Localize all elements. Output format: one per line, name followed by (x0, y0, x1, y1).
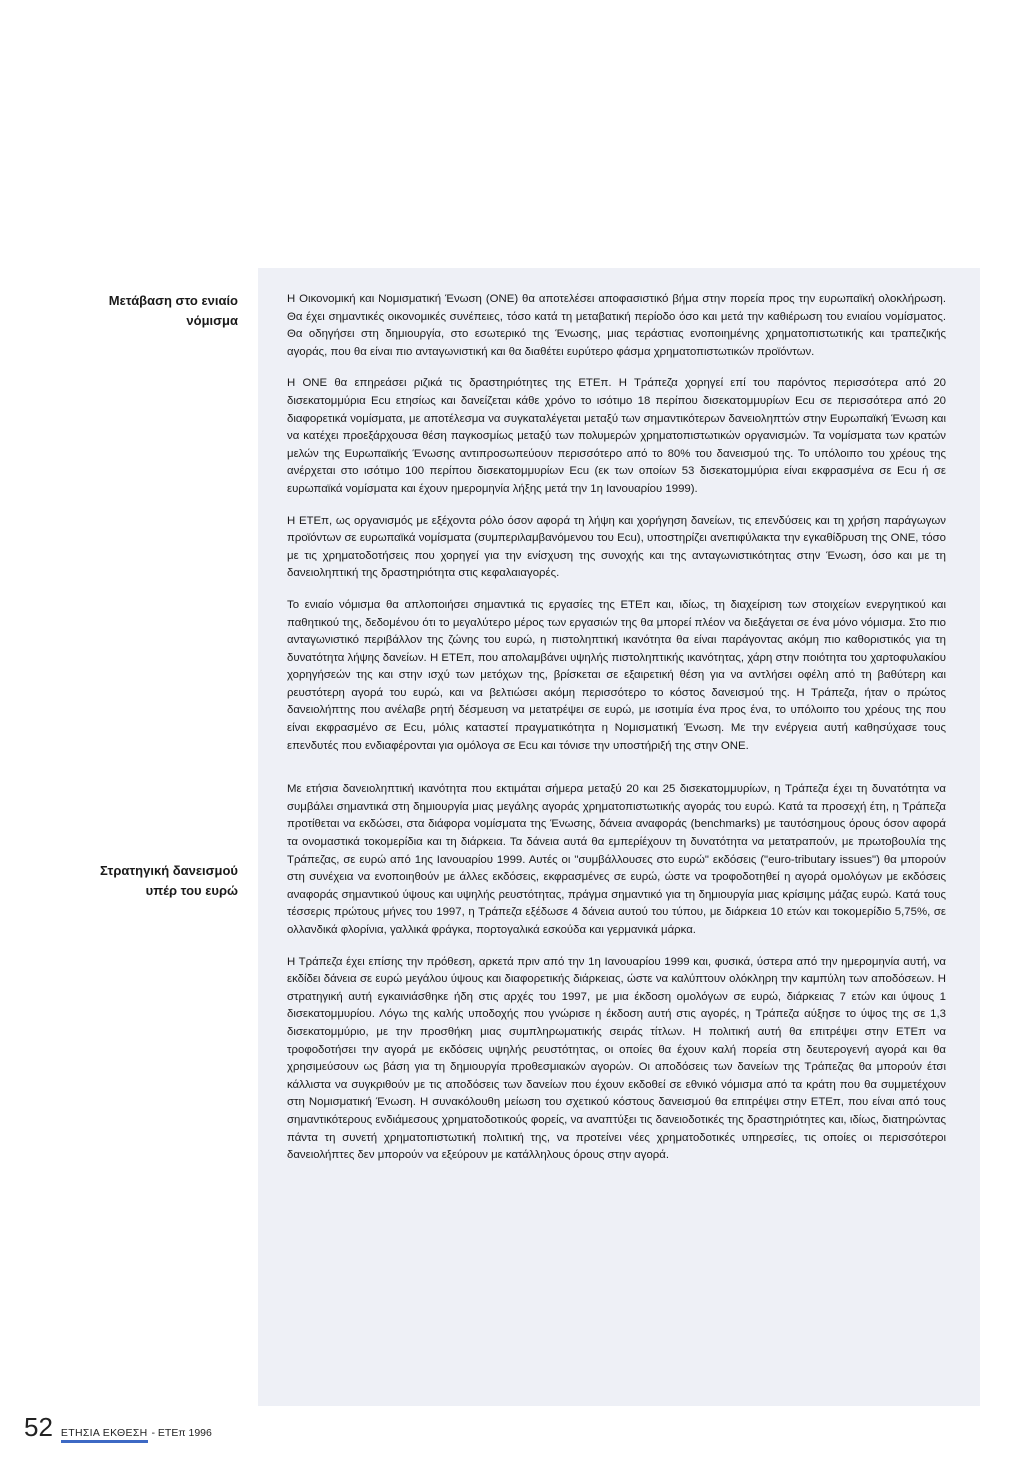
report-subtitle: - ΕΤΕπ 1996 (151, 1427, 212, 1439)
paragraph: Το ενιαίο νόμισμα θα απλοποιήσει σημαντικά τις εργασίες της ΕΤΕπ και, ιδίως, τη διαχείριση των στοιχείων ενεργητικού και παθητικού της, δεδομένου ότι το μεγαλύτερο μέρος των εργασιών της θα μπορεί πλέον να διεξάγεται σε ένα μόνο νόμισμα. Στο πιο ανταγωνιστικό περιβάλλον της ζώνης του ευρώ, η πιστοληπτική ικανότητα θα είναι παράγοντας ακόμη πιο καθοριστικός για τη δυνατότητα λήψης δανείων. Η ΕΤΕπ, που απολαμβάνει υψηλής πιστοληπτικής ικανότητας, χάρη στην ποιότητα του χαρτοφυλακίου χορηγήσεών της και στην ισχύ των μετόχων της, βρίσκεται σε εξαιρετική θέση για να αντλήσει οφέλη από τη βαθύτερη και ρευστότερη αγορά του ευρώ, και να βελτιώσει ακόμη περισσότερο το κόστος δανεισμού της. Η Τράπεζα, ήταν ο πρώτος δανειολήπτης που ανέλαβε ρητή δέσμευση να μετατρέψει σε ευρώ, με ισοτιμία ένα προς ένα, το υπόλοιπο του χρέους της που είναι εκφρασμένο σε Ecu, μόλις καταστεί πραγματικότητα η Νομισματική Ένωση. Με την ενέργεια αυτή καθησύχασε τους επενδυτές που ενδιαφέρονται για ομόλογα σε Ecu και τόνισε την υποστήριξή της στην ΟΝΕ. (287, 598, 946, 752)
page-footer (24, 1412, 212, 1443)
paragraph: Η Τράπεζα έχει επίσης την πρόθεση, αρκετά πριν από την 1η Ιανουαρίου 1999 και, φυσικά, ύστερα από την ημερομηνία αυτή, να εκδίδει δάνεια σε ευρώ μεγάλου ύψους και διαφορετικής διάρκειας, ώστε να καλύπτουν ολόκληρη την καμπύλη των αποδόσεων. Η στρατηγική αυτή εγκαινιάσθηκε ήδη στις αρχές του 1997, με μια έκδοση ομολόγων σε ευρώ, διάρκειας 7 ετών και ύψους 1 δισεκατομμυρίου. Λόγω της καλής υποδοχής που γνώρισε η έκδοση αυτή στις αγορές, η Τράπεζα αύξησε το ύψος της σε 1,3 δισεκατομμύριο, με την προσθήκη μιας συμπληρωματικής σειράς τίτλων. Η πολιτική αυτή θα επιτρέψει στην ΕΤΕπ να τροφοδοτήσει την αγορά με εκδόσεις υψηλής ρευστότητας, οι οποίες θα έχουν καλή πορεία στη δευτερογενή αγορά και θα χρησιμεύσουν ως βάση για τη δημιουργία προθεσμιακών αγορών. Οι αποδόσεις των δανείων της Τράπεζας θα μπορούν έτσι κάλλιστα να συγκριθούν με τις αποδόσεις των δανείων που έχουν εκδοθεί σε εθνικό νόμισμα από τα κράτη που θα συμμετέχουν στη Νομισματική Ένωση. Η συνακόλουθη μείωση του σχετικού κόστους δανεισμού θα επιτρέψει στην ΕΤΕπ, που είναι από τους σημαντικότερους ενδιάμεσους χρηματοδοτικούς φορείς, να αναπτύξει τις δανειοδοτικές της δραστηριότητες και, ιδίως, διατηρώντας πάντα τη συνετή χρηματοπιστωτική πολιτική της, να προτείνει νέες χρηματοδοτικές υπηρεσίες, τις οποίες οι περισσότεροι δανειολήπτες δεν μπορούν να εξεύρουν με κατάλληλους όρους στην αγορά. (287, 955, 946, 1162)
heading-line: Στρατηγική δανεισμού (99, 863, 238, 878)
paragraph: Με ετήσια δανειοληπτική ικανότητα που εκτιμάται σήμερα μεταξύ 20 και 25 δισεκατομμυρίων, η Τράπεζα έχει τη δυνατότητα να συμβάλει σημαντικά στη δημιουργία μιας μεγάλης αγοράς χρηματοπιστωτικής αγοράς του ευρώ. Κατά τα προσεχή έτη, η Τράπεζα προτίθεται να εκδώσει, στα διάφορα νομίσματα της Ένωσης, δάνεια αναφοράς (benchmarks) με ταυτόσημους όρους όσον αφορά τα ονομαστικά τοκομερίδια και τη διάρκεια. Τα δάνεια αυτά θα εμπερίέχουν τη δυνατότητα να μετατραπούν, με πρωτοβουλία της Τράπεζας, σε ευρώ από 1ης Ιανουαρίου 1999. Αυτές οι "συμβάλλουσες στο ευρώ" εκδόσεις ("euro-tributary issues") θα μπορούν στη συνέχεια να ενοποιηθούν με άλλες εκδόσεις, εκφρασμένες σε ευρώ, ώστε να τροφοδοτηθεί η αγορά ομολόγων με εκδόσεις αναφοράς σημαντικού ύψους και υψηλής ρευστότητας, πράγμα σημαντικό για τη δημιουργία μιας κρίσιμης μάζας ευρώ. Κατά τους τέσσερις πρώτους μήνες του 1997, η Τράπεζα εξέδωσε 4 δάνεια αυτού του τύπου, με διάρκεια 10 ετών και τοκομερίδιο 5,75%, σε ολλανδικά φλορίνια, γαλλικά φράγκα, πορτογαλικά εσκούδα και γερμανικά μάρκα. (287, 783, 946, 936)
heading-line: υπέρ του ευρώ (145, 883, 238, 898)
paragraph: Η ΕΤΕπ, ως οργανισμός με εξέχοντα ρόλο όσον αφορά τη λήψη και χορήγηση δανείων, τις επενδύσεις και τη χρήση παράγωγων προϊόντων σε ευρωπαϊκά νομίσματα (συμπεριλαμβανόμενου του Ecu), υποστηρίζει ανεπιφύλακτα την εγκαθίδρυση της ΟΝΕ, τόσο με τις χρηματοδοτήσεις που χορηγεί για την ενίσχυση της συνοχής και της ανταγωνιστικότητας στην Ένωση, όσο και με τη δανειοληπτική της δραστηριότητα στις κεφαλαιαγορές. (287, 514, 946, 580)
section-heading-borrowing-strategy (20, 861, 238, 901)
paragraph: Η ΟΝΕ θα επηρεάσει ριζικά τις δραστηριότητες της ΕΤΕπ. Η Τράπεζα χορηγεί επί του παρόντος περισσότερα από 20 δισεκατομμύρια Ecu ετησίως και δανείζεται κάθε χρόνο το ισότιμο 18 περίπου δισεκατομμυρίων Ecu σε περισσότερα από 20 διαφορετικά νομίσματα, με αποτέλεσμα να συγκαταλέγεται μεταξύ των σημαντικότερων δανειοληπτών στην Ευρωπαϊκή Ένωση και να κατέχει προεξάρχουσα θέση παγκοσμίως μεταξύ των πολυμερών χρηματοπιστωτικών οργανισμών. Τα νομίσματα των κρατών μελών της Ευρωπαϊκής Ένωσης αντιπροσωπεύουν περισσότερο από το 80% του δανεισμού της. Το υπόλοιπο του χρέους της ανέρχεται στο ισότιμο 100 περίπου δισεκατομμυρίων Ecu (εκ των οποίων 53 δισεκατομμύρια είναι εκφρασμένα σε Ecu ή σε ευρωπαϊκά νομίσματα και έχουν ημερομηνία λήξης μετά την 1η Ιανουαρίου 1999). (287, 377, 946, 495)
body-text (287, 291, 946, 1165)
report-title: ΕΤΗΣΙΑ ΕΚΘΕΣΗ (61, 1427, 148, 1443)
section-heading-transition (20, 291, 238, 331)
heading-line: Μετάβαση στο ενιαίο (108, 293, 238, 308)
page-number: 52 (24, 1412, 53, 1442)
heading-line: νόμισμα (186, 313, 238, 328)
paragraph: Η Οικονομική και Νομισματική Ένωση (ΟΝΕ) θα αποτελέσει αποφασιστικό βήμα στην πορεία προς την ευρωπαϊκή ολοκλήρωση. Θα έχει σημαντικές οικονομικές συνέπειες, τόσο κατά τη μεταβατική περίοδο όσο και μετά την καθιέρωση του ενιαίου νομίσματος. Θα οδηγήσει στη δημιουργία, στο εσωτερικό της Ένωσης, μιας τεράστιας ενοποιημένης χρηματοπιστωτικής και τραπεζικής αγοράς, που θα είναι πιο ανταγωνιστική και θα διαθέτει ευρύτερο φάσμα χρηματοπιστωτικών προϊόντων. (287, 293, 946, 358)
